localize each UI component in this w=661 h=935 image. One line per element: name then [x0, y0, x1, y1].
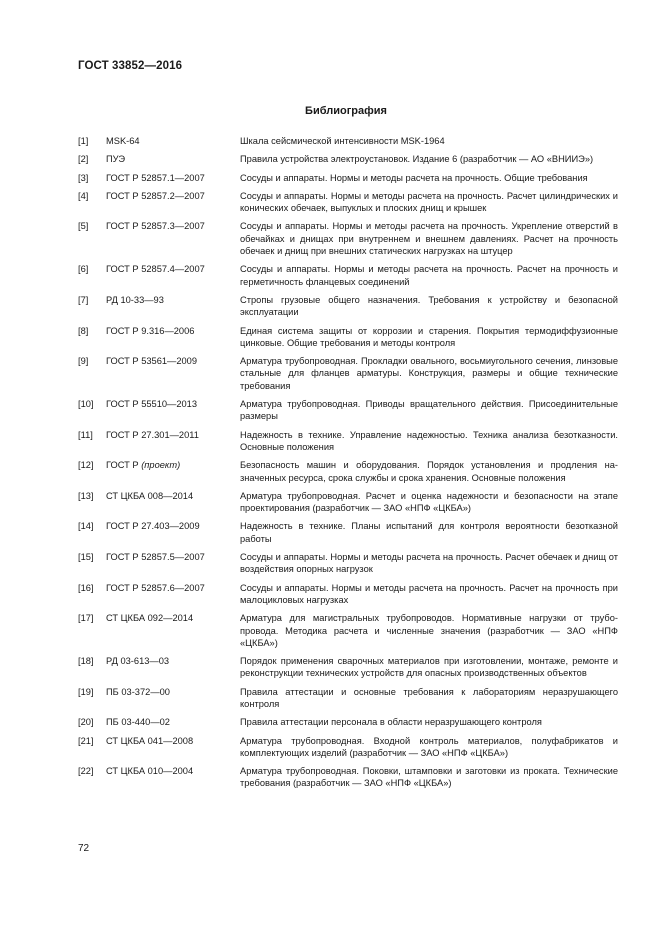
entry-code: РД 03-613—03: [106, 656, 170, 667]
entry-number: [12]: [78, 460, 94, 471]
entry-description: Правила аттестации персонала в области неразрушающего контроля: [240, 717, 542, 728]
entry-description: Безопасность машин и оборудования. Порядок установления и продления назначенных ресурса, срока службы и срока хранения. Основные положения: [240, 460, 618, 483]
bibliography-entry: [78, 551, 618, 576]
entry-code: MSK-64: [106, 136, 140, 146]
bibliography-entry: [78, 735, 618, 760]
entry-number: [18]: [78, 656, 94, 667]
entry-description: Правила аттестации и основные требования к лабораториям неразрушающего контроля: [240, 686, 618, 709]
bibliography-entry: [78, 398, 618, 423]
entry-code: ГОСТ Р 52857.6—2007: [106, 582, 205, 593]
bibliography-entry: [78, 655, 618, 680]
bibliography-entry: [78, 355, 618, 392]
bibliography-entry: [78, 716, 618, 728]
bibliography-list: [78, 135, 618, 796]
entry-number: [15]: [78, 552, 94, 563]
entry-number: [17]: [78, 613, 94, 624]
entry-code: ПБ 03-440—02: [106, 717, 170, 728]
bibliography-title: Библиография: [305, 105, 387, 117]
entry-code: ГОСТ Р 27.403—2009: [106, 521, 200, 532]
entry-code: СТ ЦКБА 010—2004: [106, 766, 194, 777]
entry-description: Сосуды и аппараты. Нормы и методы расчета на прочность. Общие требования: [240, 172, 588, 183]
entry-code: ГОСТ Р 9.316—2006: [106, 325, 195, 336]
entry-number: [9]: [78, 356, 89, 367]
entry-number: [4]: [78, 190, 89, 201]
document-header: ГОСТ 33852—2016: [78, 60, 183, 72]
entry-number: [5]: [78, 221, 89, 232]
entry-description: Арматура трубопроводная. Приводы вращательного действия. Присоединительные размеры: [240, 399, 618, 422]
entry-code: СТ ЦКБА 092—2014: [106, 613, 194, 624]
bibliography-entry: [78, 190, 618, 215]
bibliography-entry: [78, 263, 618, 288]
entry-code: ГОСТ Р 27.301—2011: [106, 429, 199, 440]
entry-code: ПУЭ: [106, 154, 126, 165]
bibliography-entry: [78, 612, 618, 649]
entry-number: [2]: [78, 154, 89, 165]
draft-note: (проект): [141, 460, 181, 471]
bibliography-entry: [78, 686, 618, 711]
entry-code: ГОСТ Р (проект): [106, 460, 181, 471]
bibliography-entry: [78, 294, 618, 319]
entry-code: ГОСТ Р 52857.1—2007: [106, 172, 205, 183]
entry-code: ГОСТ Р 53561—2009: [106, 356, 198, 367]
entry-description: Шкала сейсмической интенсивности MSK-1964: [240, 136, 445, 146]
bibliography-entry: [78, 765, 618, 790]
bibliography-entry: [78, 582, 618, 607]
entry-description: Арматура трубопроводная. Входной контроль материалов, полуфабрикатов и комплектующих изделий (разработчик — ЗАО «НПФ «ЦКБА»): [240, 735, 618, 758]
entry-number: [6]: [78, 264, 89, 275]
bibliography-entry: [78, 220, 618, 257]
bibliography-entry: [78, 135, 618, 147]
entry-description: Арматура трубопроводная. Поковки, штамповки и заготовки из проката. Технические требования (разработчик — ЗАО «НПФ «ЦКБА»): [240, 766, 618, 789]
page-number: 72: [78, 843, 90, 854]
entry-number: [3]: [78, 172, 89, 183]
entry-code: СТ ЦКБА 041—2008: [106, 735, 194, 746]
entry-description: Арматура для магистральных трубопроводов. Нормативные нагрузки от трубопровода. Методика расчета и численные значения (разработчик — ЗАО «НПФ «ЦКБА»): [240, 613, 618, 648]
entry-description: Сосуды и аппараты. Нормы и методы расчета на прочность. Расчет на прочность при малоцикловых нагрузках: [240, 582, 618, 605]
entry-number: [8]: [78, 325, 89, 336]
entry-description: Сосуды и аппараты. Нормы и методы расчета на прочность. Расчет цилиндрических и конических обечаек, выпуклых и плоских днищ и крышек: [240, 190, 618, 214]
entry-description: Сосуды и аппараты. Нормы и методы расчета на прочность. Расчет обечаек и днищ от воздействия опорных нагрузок: [240, 552, 618, 575]
entry-code: ГОСТ Р 52857.3—2007: [106, 221, 205, 232]
entry-number: [10]: [78, 399, 94, 410]
entry-description: Сосуды и аппараты. Нормы и методы расчета на прочность. Укрепление отверстий в обечайках и днищах при внутреннем и внешнем давлениях. Расчет на прочность обечаек и днищ при внешних статических нагрузках на штуцер: [240, 221, 618, 257]
entry-description: Стропы грузовые общего назначения. Требования к устройству и безопасной эксплуатации: [240, 294, 618, 318]
entry-code: ПБ 03-372—00: [106, 686, 170, 697]
bibliography-entry: [78, 459, 618, 484]
entry-code: ГОСТ Р 52857.4—2007: [106, 264, 205, 275]
entry-number: [20]: [78, 717, 94, 728]
entry-number: [7]: [78, 294, 89, 305]
entry-number: [13]: [78, 490, 94, 501]
bibliography-entry: [78, 520, 618, 545]
entry-number: [1]: [78, 136, 89, 146]
entry-code: РД 10-33—93: [106, 294, 164, 305]
entry-description: Порядок применения сварочных материалов при изготовлении, монтаже, ремонте и реконструкции технических устройств для опасных производственных объектов: [240, 656, 618, 679]
bibliography-entry: [78, 490, 618, 515]
bibliography-entry: [78, 429, 618, 454]
bibliography-entry: [78, 325, 618, 350]
entry-number: [21]: [78, 735, 94, 746]
entry-code: СТ ЦКБА 008—2014: [106, 490, 194, 501]
entry-code: ГОСТ Р 52857.5—2007: [106, 552, 205, 563]
bibliography-entry: [78, 172, 618, 184]
entry-code: ГОСТ Р 52857.2—2007: [106, 190, 205, 201]
entry-number: [11]: [78, 429, 93, 440]
entry-code: ГОСТ Р 55510—2013: [106, 399, 198, 410]
entry-description: Сосуды и аппараты. Нормы и методы расчета на прочность. Расчет на прочность и герметичность фланцевых соединений: [240, 264, 618, 287]
entry-number: [22]: [78, 766, 94, 777]
entry-description: Правила устройства электроустановок. Издание 6 (разработчик — АО «ВНИИЭ»): [240, 154, 594, 165]
entry-number: [19]: [78, 686, 94, 697]
bibliography-entry: [78, 153, 618, 165]
entry-description: Арматура трубопроводная. Расчет и оценка надежности и безопасности на этапе проектирования (разработчик — ЗАО «НПФ «ЦКБА»): [240, 490, 618, 514]
entry-number: [14]: [78, 521, 94, 532]
entry-description: Надежность в технике. Планы испытаний для контроля вероятности безотказной работы: [240, 521, 618, 544]
entry-number: [16]: [78, 582, 94, 593]
entry-description: Арматура трубопроводная. Прокладки овального, восьмиугольного сечения, линзовые стальные для фланцев арматуры. Конструкция, размеры и общие технические требования: [240, 356, 618, 391]
entry-description: Надежность в технике. Управление надежностью. Техника анализа безотказности. Основные положения: [240, 429, 618, 452]
entry-description: Единая система защиты от коррозии и старения. Покрытия термодиффузионные цинковые. Общие требования и методы контроля: [240, 325, 618, 348]
